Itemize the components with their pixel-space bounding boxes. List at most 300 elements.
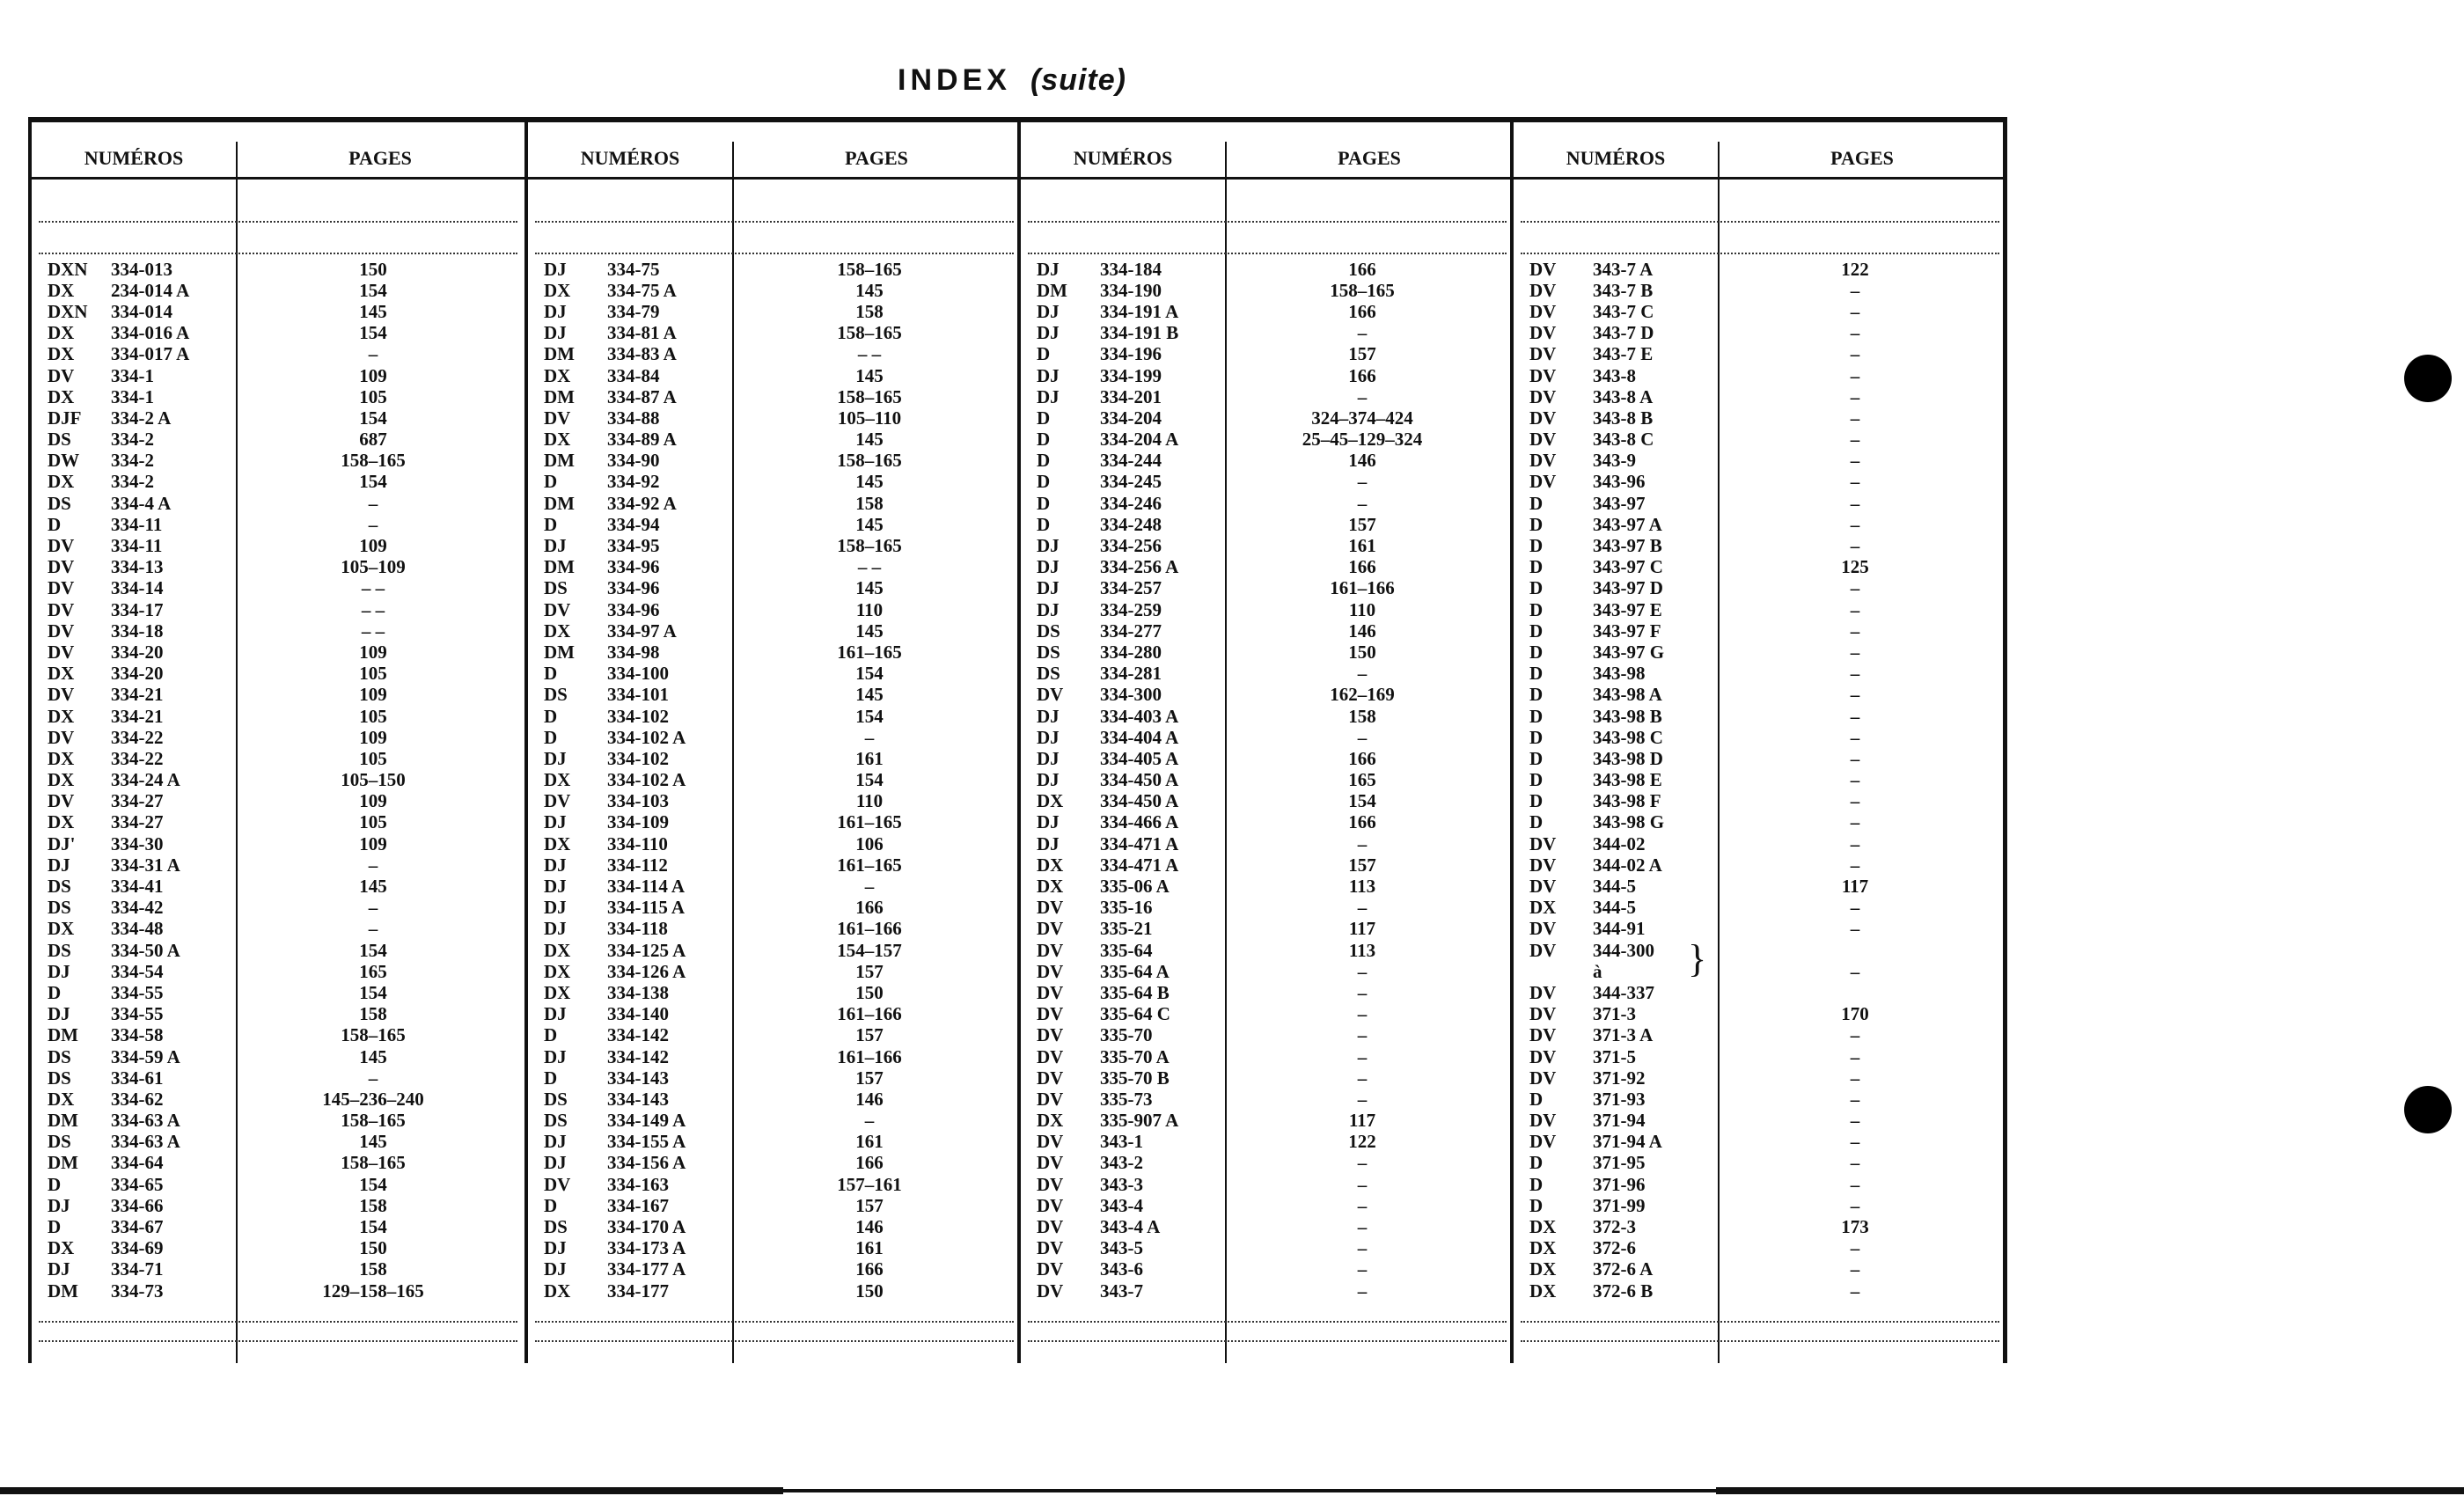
entry-pages: 166 [1348,300,1376,322]
entry-number: 344-02 A [1593,854,1662,876]
index-entry [1021,876,1514,897]
entry-pages: – [1850,747,1860,769]
entry-prefix: D [1037,407,1051,429]
entry-pages: – [1357,960,1368,982]
bottom-rule-left [0,1487,783,1494]
entry-prefix: DJ [1037,811,1060,833]
index-entry [528,1025,1021,1046]
index-entry [528,386,1021,407]
entry-prefix: DX [48,663,75,685]
entry-prefix: DV [1037,684,1064,706]
entry-pages: 154 [359,981,387,1003]
entry-pages: 158 [855,300,884,322]
index-entry [528,578,1021,599]
entry-number: 343-8 B [1593,407,1654,429]
entry-prefix: DV [544,1173,571,1195]
entry-pages: 166 [1348,258,1376,280]
entry-prefix: DV [1037,1173,1064,1195]
entry-number: 371-3 A [1593,1024,1654,1046]
numeros-header: NUMÉROS [1566,147,1666,169]
entry-pages: 161–165 [837,854,902,876]
entry-number: 334-98 [607,641,660,663]
entry-number: 334-140 [607,1003,669,1025]
index-entry [32,1195,524,1216]
entry-pages: 161–166 [837,918,902,940]
entry-prefix: DM [48,1110,78,1132]
entry-number: 334-101 [607,684,669,706]
entry-number: 334-27 [111,811,164,833]
index-entry [528,748,1021,769]
entry-number: 343-5 [1100,1237,1143,1259]
index-entry [528,961,1021,982]
entry-number: 334-94 [607,513,660,535]
entry-pages: 158 [1348,705,1376,727]
entry-pages: – [1850,577,1860,599]
index-entry [528,407,1021,429]
entry-pages: – [1850,1194,1860,1216]
entry-number: 334-110 [607,832,668,854]
entry-pages: 145 [359,1131,387,1153]
entry-pages: – [1850,684,1860,706]
entry-number: 343-98 C [1593,726,1663,748]
entry-prefix: D [1529,663,1544,685]
index-entry [32,1111,524,1132]
index-entry [1021,982,1514,1003]
entry-pages: 145 [855,429,884,451]
entry-pages: – [1850,1045,1860,1067]
entry-pages: 145 [855,513,884,535]
index-entry [1514,642,2006,663]
entry-prefix: DX [1037,854,1064,876]
entry-pages: – [1357,1003,1368,1025]
header-rule [528,177,1021,180]
entry-number: 334-280 [1100,641,1162,663]
entry-number: 334-21 [111,705,164,727]
entry-prefix: DXN [48,300,88,322]
entry-prefix: DJ [1037,769,1060,791]
entry-number: 334-24 A [111,769,180,791]
index-entry [1514,1046,2006,1067]
entry-pages: 165 [359,960,387,982]
entry-prefix: DX [1529,1280,1557,1302]
entry-number: 334-69 [111,1237,164,1259]
entry-prefix: DV [48,556,75,578]
index-entry [1514,429,2006,451]
entry-prefix: DJ [544,854,567,876]
entry-prefix: D [1529,598,1544,620]
entry-pages: 157 [1348,343,1376,365]
index-entry [528,535,1021,556]
entry-number: 334-92 A [607,492,677,514]
entry-pages: 158–165 [837,535,902,557]
index-entry [528,620,1021,642]
entry-prefix: DX [48,471,75,493]
entry-prefix: DJ [1037,726,1060,748]
entry-prefix: DX [48,747,75,769]
entry-prefix: DJ [544,918,567,940]
index-entry [528,365,1021,386]
index-entry [528,706,1021,727]
entry-prefix: DM [544,492,575,514]
entry-prefix: DX [544,279,571,301]
entry-prefix: DS [48,897,71,919]
entry-prefix: DJ [544,1258,567,1280]
entry-pages: 161 [855,1131,884,1153]
entry-number: 334-196 [1100,343,1162,365]
entry-number: 372-6 A [1593,1258,1654,1280]
entry-pages: 166 [855,1152,884,1174]
index-entry [32,833,524,854]
entry-number: 334-191 B [1100,322,1179,344]
entry-pages: – [1850,1173,1860,1195]
entry-prefix: DJ [544,747,567,769]
entry-pages: 150 [359,258,387,280]
entry-prefix: DV [544,790,571,812]
entry-prefix: DJ [1037,535,1060,557]
index-entry [1021,791,1514,812]
index-entry [32,642,524,663]
index-entry [1514,812,2006,833]
entry-prefix: DV [1529,1067,1557,1089]
entry-prefix: DM [48,1280,78,1302]
entry-pages: – [1850,1237,1860,1259]
entry-prefix: DV [1529,471,1557,493]
entry-pages: 105 [359,811,387,833]
entry-number: 371-92 [1593,1067,1646,1089]
entry-number: 334-259 [1100,598,1162,620]
index-entry [1021,1238,1514,1259]
entry-pages: – [1850,471,1860,493]
entry-prefix: DX [1037,790,1064,812]
entry-pages: – [1357,1216,1368,1238]
entry-prefix: DX [544,429,571,451]
pages-header: PAGES [348,147,412,169]
index-entry [32,1089,524,1110]
index-entry [528,982,1021,1003]
entry-pages: – – [361,620,385,642]
entry-prefix: DV [48,620,75,642]
entry-pages: – [1850,1088,1860,1110]
entry-pages: – [1850,1024,1860,1046]
entry-pages: – [864,726,875,748]
dotted-rule [1521,253,1999,254]
entry-prefix: DX [544,620,571,642]
entry-prefix: DV [1037,939,1064,961]
entry-number: 343-97 B [1593,535,1662,557]
entry-prefix: DV [1529,832,1557,854]
entry-number: 334-404 A [1100,726,1179,748]
entry-pages: 129–158–165 [322,1280,424,1302]
entry-prefix: D [544,726,558,748]
entry-prefix: DX [544,981,571,1003]
entry-prefix: DJ [1037,747,1060,769]
entry-pages: 106 [855,832,884,854]
index-entry [528,344,1021,365]
entry-number: 334-118 [607,918,668,940]
entry-number: 334-20 [111,641,164,663]
index-entry [1021,557,1514,578]
entry-number: 335-64 B [1100,981,1170,1003]
entry-pages: 145 [855,620,884,642]
entry-prefix: DV [48,726,75,748]
index-entry [1021,1216,1514,1237]
entry-pages: 150 [855,981,884,1003]
index-entry [528,323,1021,344]
entry-number: 371-94 [1593,1110,1646,1132]
entry-number: 334-109 [607,811,669,833]
dotted-rule [1028,253,1507,254]
index-entry [1514,664,2006,685]
entry-prefix: DV [48,364,75,386]
index-entry [528,259,1021,280]
entry-prefix: D [1529,620,1544,642]
entry-pages: – [1357,1024,1368,1046]
index-entry [1514,876,2006,897]
entry-prefix: D [1529,641,1544,663]
index-table [28,117,2007,1363]
entry-number: 334-277 [1100,620,1162,642]
index-entry [1514,1216,2006,1237]
dotted-rule [1521,1340,1999,1342]
entry-pages: 161 [1348,535,1376,557]
entry-prefix: D [1529,1152,1544,1174]
entry-prefix: DV [1529,1131,1557,1153]
entry-number: 334-102 A [607,769,686,791]
entry-pages: 157 [855,1194,884,1216]
entry-pages: 170 [1841,1003,1869,1025]
index-entry [1514,685,2006,706]
index-entry [1021,1111,1514,1132]
entry-number: 334-61 [111,1067,164,1089]
entry-pages: 146 [1348,450,1376,472]
index-entry [528,854,1021,876]
entry-pages: 154 [359,471,387,493]
index-entry [1514,472,2006,493]
entry-number: 334-27 [111,790,164,812]
entry-number: 334-014 [111,300,172,322]
index-entry [1021,1153,1514,1174]
index-entry [32,961,524,982]
entry-prefix: DV [1037,897,1064,919]
index-entry [528,727,1021,748]
entry-pages: 150 [1348,641,1376,663]
entry-pages: – [1850,279,1860,301]
entry-prefix: D [1037,343,1051,365]
index-entry [1514,1259,2006,1280]
entry-prefix: DV [1037,1216,1064,1238]
entry-number: 371-99 [1593,1194,1646,1216]
entry-prefix: DS [544,684,568,706]
entry-number: 334-4 A [111,492,172,514]
entry-number: 334-017 A [111,343,190,365]
entry-prefix: DV [1529,1045,1557,1067]
entry-pages: 157 [855,960,884,982]
entry-number: 334-125 A [607,939,686,961]
entry-prefix: DV [1037,1067,1064,1089]
entry-pages: – [1850,429,1860,451]
entry-list [32,259,524,1302]
index-entry [32,1174,524,1195]
index-entry [32,748,524,769]
entry-number: 371-3 [1593,1003,1636,1025]
entry-prefix: DV [48,790,75,812]
index-entry [1514,919,2006,940]
index-entry [1514,323,2006,344]
range-brace: } [1688,937,1707,981]
index-entry [1514,854,2006,876]
entry-prefix: DJ [1037,300,1060,322]
entry-number: 334-22 [111,747,164,769]
entry-number: 334-96 [607,577,660,599]
entry-pages: 161–166 [837,1003,902,1025]
entry-prefix: DS [544,1088,568,1110]
index-entry [1514,280,2006,301]
entry-number: 334-114 A [607,876,686,898]
entry-prefix: DW [48,450,80,472]
entry-prefix: DJ' [48,832,76,854]
entry-prefix: DJ [48,1003,70,1025]
entry-number: 334-156 A [607,1152,686,1174]
index-entry [32,429,524,451]
entry-prefix: D [1037,513,1051,535]
entry-pages: 146 [855,1216,884,1238]
entry-number: 334-58 [111,1024,164,1046]
entry-number: 334-163 [607,1173,669,1195]
index-entry [1514,940,2006,961]
entry-prefix: D [1037,492,1051,514]
index-entry [1514,578,2006,599]
entry-pages: 157–161 [837,1173,902,1195]
dotted-rule [1521,221,1999,223]
entry-pages: – [1850,897,1860,919]
entry-pages: 158–165 [837,450,902,472]
index-entry [1021,344,1514,365]
entry-prefix: DJ [48,854,70,876]
numeros-header: NUMÉROS [580,147,680,169]
entry-number: 334-11 [111,535,163,557]
index-entry [1514,1195,2006,1216]
numeros-header: NUMÉROS [84,147,184,169]
entry-prefix: D [1529,811,1544,833]
entry-prefix: D [544,513,558,535]
index-entry [528,429,1021,451]
entry-prefix: D [48,1216,62,1238]
entry-pages: 145 [359,300,387,322]
entry-prefix: DJ [544,258,567,280]
entry-prefix: DS [48,492,71,514]
index-entry [32,876,524,897]
entry-number: 371-93 [1593,1088,1646,1110]
entry-number: 334-142 [607,1024,669,1046]
entry-prefix: DS [1037,663,1060,685]
entry-number: 343-1 [1100,1131,1143,1153]
index-entry [1514,1004,2006,1025]
entry-number: 334-115 A [607,897,686,919]
entry-list [528,259,1021,1302]
entry-number: 334-013 [111,258,172,280]
entry-prefix: DV [1529,981,1557,1003]
entry-pages: – – [361,598,385,620]
entry-prefix: DM [48,1152,78,1174]
entry-number: 334-471 A [1100,854,1179,876]
index-entry [1021,535,1514,556]
entry-number: 334-83 A [607,343,677,365]
entry-number: 343-2 [1100,1152,1143,1174]
index-entry [1021,1132,1514,1153]
index-entry [528,1046,1021,1067]
entry-number: 334-100 [607,663,669,685]
entry-prefix: DM [544,641,575,663]
entry-number: 343-7 B [1593,279,1654,301]
index-entry [1514,451,2006,472]
entry-pages: – [1357,492,1368,514]
entry-pages: 173 [1841,1216,1869,1238]
entry-prefix: DX [1037,1110,1064,1132]
entry-pages: 154 [359,279,387,301]
entry-pages: – [1850,1280,1860,1302]
entry-pages: 117 [1348,1110,1376,1132]
entry-number: 334-102 A [607,726,686,748]
entry-number: 334-155 A [607,1131,686,1153]
entry-pages: – [1850,513,1860,535]
entry-number: 343-8 [1593,364,1636,386]
index-entry [1514,1111,2006,1132]
index-entry [32,578,524,599]
index-entry [1514,898,2006,919]
entry-pages: 324–374–424 [1311,407,1413,429]
index-entry [1514,961,2006,982]
entry-number: 334-50 A [111,939,180,961]
entry-number: 335-70 [1100,1024,1153,1046]
index-entry [32,386,524,407]
entry-pages: – [368,918,378,940]
entry-pages: 161 [855,747,884,769]
index-entry [1021,854,1514,876]
entry-pages: 154 [359,939,387,961]
entry-number: 334-92 [607,471,660,493]
entry-number: 335-21 [1100,918,1153,940]
entry-pages: 158 [855,492,884,514]
entry-prefix: DS [48,1067,71,1089]
index-entry [32,727,524,748]
index-entry [1021,812,1514,833]
index-entry [528,940,1021,961]
entry-prefix: DX [48,705,75,727]
entry-number: 334-31 A [111,854,180,876]
index-entry [1514,727,2006,748]
entry-prefix: DJ [1037,556,1060,578]
entry-number: 343-4 A [1100,1216,1161,1238]
entry-prefix: D [1529,1173,1544,1195]
index-entry [528,898,1021,919]
entry-pages: – [1357,322,1368,344]
entry-pages: 157 [1348,854,1376,876]
entry-pages: – – [361,577,385,599]
entry-pages: 109 [359,726,387,748]
entry-pages: – [1357,832,1368,854]
entry-pages: – [1357,1067,1368,1089]
entry-pages: 145 [359,1045,387,1067]
entry-pages: 105 [359,747,387,769]
entry-prefix: DX [48,279,75,301]
entry-pages: 105 [359,663,387,685]
index-entry [32,664,524,685]
entry-number: 334-21 [111,684,164,706]
entry-pages: – [1357,1258,1368,1280]
index-entry [32,323,524,344]
entry-pages: – [1357,1280,1368,1302]
entry-number: 334-177 [607,1280,669,1302]
